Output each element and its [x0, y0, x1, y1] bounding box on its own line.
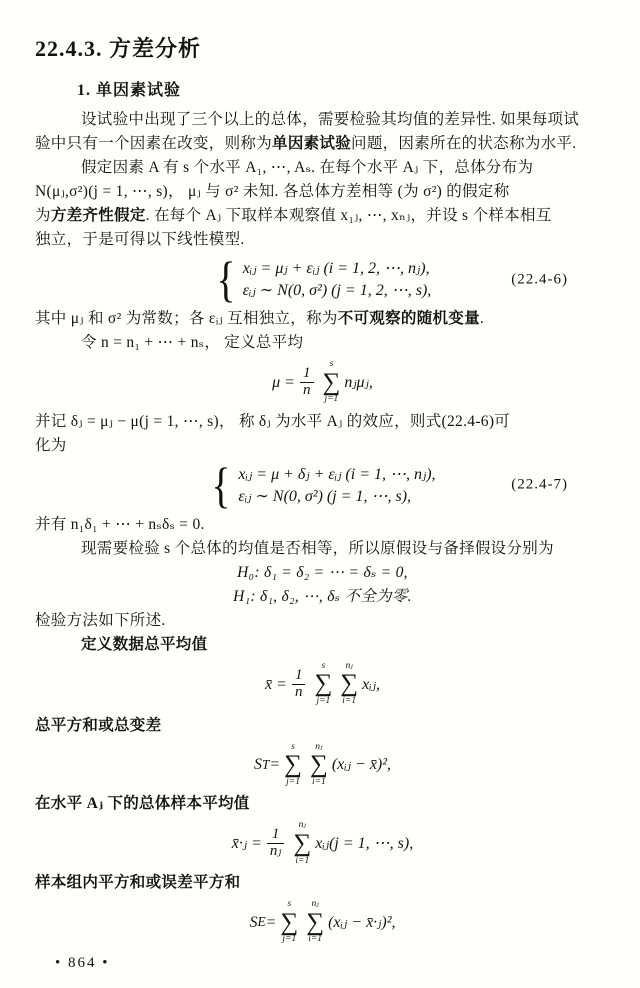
sum-symbol	[314, 662, 332, 707]
sum-lower-limit: j=1	[316, 696, 331, 706]
fraction-denominator: nⱼ	[267, 843, 284, 860]
text-segment: 其中 μⱼ 和 σ² 为常数；各 εᵢⱼ 互相独立，称为	[35, 310, 338, 327]
sum-lower-limit: j=1	[282, 934, 297, 945]
eq6-line2: εᵢⱼ ∼ N(0, σ²) (j = 1, 2, ⋯, s),	[242, 282, 432, 299]
sigma-icon: ∑	[306, 908, 325, 936]
sigma-icon: ∑	[310, 751, 328, 778]
bold-term: 方差齐性假定	[50, 207, 146, 224]
text-segment: .	[479, 310, 485, 327]
definition-label: 定义数据总平均值	[81, 635, 208, 653]
equals-sign: =	[269, 756, 281, 774]
paragraph-line: 并记 δⱼ = μⱼ − μ(j = 1, ⋯, s)， 称 δⱼ 为水平 Aⱼ 的效应，则式(22.4-6)可	[35, 412, 511, 430]
paragraph-line: 设试验中出现了三个以上的总体，需要检验其均值的差异性. 如果每项试	[81, 111, 580, 128]
sum-lower-limit: i=1	[308, 934, 323, 945]
text-segment: . 在每个 Aⱼ 下取样本观察值 x₁ⱼ, ⋯, xₙⱼ，并设 s 个样本相互	[145, 207, 552, 224]
equation-number: (22.4-6)	[511, 271, 568, 287]
sum-symbol	[310, 743, 328, 788]
fraction	[292, 668, 306, 701]
equation-number: (22.4-7)	[511, 476, 568, 493]
se-rhs: (xᵢⱼ − x̄·ⱼ)²,	[328, 913, 396, 931]
sum-lower-limit: j=1	[324, 394, 339, 405]
se-base: S	[249, 913, 258, 931]
sum-symbol	[340, 662, 358, 707]
fraction-denominator: n	[292, 684, 306, 701]
bold-term: 不可观察的随机变量	[337, 310, 480, 327]
term-level-sample-mean: 在水平 Aⱼ 下的总体样本平均值	[35, 795, 250, 813]
sigma-icon: ∑	[314, 670, 333, 698]
eq6-line1: xᵢⱼ = μⱼ + εᵢⱼ (i = 1, 2, ⋯, nⱼ),	[242, 259, 430, 277]
fraction	[300, 366, 314, 399]
page-number: • 864 •	[55, 955, 110, 971]
subsection-heading: 1. 单因素试验	[77, 82, 182, 99]
left-brace-icon: {	[216, 251, 236, 307]
paragraph-line: 检验方法如下所述.	[35, 611, 166, 629]
term-total-sum-of-squares: 总平方和或总变差	[35, 716, 162, 734]
sigma-icon: ∑	[340, 670, 359, 698]
cases-group	[214, 251, 432, 307]
fraction-numerator: 1	[271, 826, 280, 843]
fraction-numerator: 1	[294, 666, 303, 683]
st-base: S	[253, 756, 262, 774]
sigma-icon: ∑	[284, 751, 302, 778]
sum-symbol	[284, 743, 302, 788]
paragraph-line: 独立，于是可得以下线性模型.	[35, 231, 245, 248]
mu-rhs: nⱼμⱼ,	[344, 373, 373, 391]
st-rhs: (xᵢⱼ − x̄)²,	[331, 756, 392, 774]
equals-sign: =	[265, 913, 277, 931]
sum-symbol	[306, 900, 324, 945]
sum-upper-limit: s	[321, 660, 326, 671]
paragraph-line: N(μⱼ,σ²)(j = 1, ⋯, s)， μⱼ 与 σ² 未知. 各总体方差相等 (为 σ²) 的假定称	[35, 183, 510, 200]
sum-upper-limit: s	[329, 359, 334, 369]
text-segment: 验中只有一个因素在改变，则称为	[35, 135, 273, 152]
alternative-hypothesis: H₁: δ₁, δ₂, ⋯, δₛ 不全为零.	[233, 587, 412, 605]
mu-lhs: μ =	[272, 373, 295, 391]
equation-22-4-7	[35, 456, 610, 513]
equation-22-4-6	[35, 251, 610, 307]
sigma-icon: ∑	[293, 829, 312, 857]
text-segment: 问题，因素所在的状态称为水平.	[351, 135, 577, 152]
sum-lower-limit: i=1	[342, 696, 357, 706]
sum-upper-limit: s	[287, 899, 292, 909]
cases-group	[209, 456, 436, 513]
paragraph-line: 并有 n₁δ₁ + ⋯ + nₛδₛ = 0.	[35, 515, 205, 533]
paragraph-line: 现需要检验 s 个总体的均值是否相等，所以原假设与备择假设分别为	[81, 539, 554, 557]
sum-lower-limit: i=1	[295, 855, 310, 866]
fraction	[267, 827, 284, 860]
st-subscript: T	[261, 756, 270, 772]
sigma-icon: ∑	[280, 908, 299, 936]
null-hypothesis: H₀: δ₁ = δ₂ = ⋯ = δₛ = 0,	[237, 563, 408, 581]
se-subscript: E	[257, 914, 266, 930]
eq7-line1: xᵢⱼ = μ + δⱼ + εᵢⱼ (i = 1, ⋯, nⱼ),	[238, 465, 436, 483]
fraction-numerator: 1	[303, 365, 311, 382]
sum-lower-limit: j=1	[286, 776, 300, 787]
paragraph-line: 假定因素 A 有 s 个水平 A₁, ⋯, Aₛ. 在每个水平 Aⱼ 下，总体分布为	[81, 159, 534, 176]
xbarj-rhs: xᵢⱼ(j = 1, ⋯, s),	[315, 835, 414, 853]
eq7-line2: εᵢⱼ ∼ N(0, σ²) (j = 1, ⋯, s),	[238, 487, 412, 505]
paragraph-line	[35, 132, 610, 156]
sum-lower-limit: i=1	[312, 776, 326, 787]
equation-level-sample-mean	[35, 821, 610, 866]
section-heading: 22.4.3. 方差分析	[35, 36, 202, 61]
sum-upper-limit: nⱼ	[311, 899, 319, 909]
sum-symbol	[280, 900, 298, 945]
paragraph-line	[35, 204, 610, 228]
sum-upper-limit: nⱼ	[315, 741, 323, 752]
sum-upper-limit: nⱼ	[345, 660, 353, 671]
equation-error-sum-of-squares	[35, 900, 610, 945]
left-brace-icon: {	[211, 456, 232, 513]
sum-upper-limit: s	[291, 741, 295, 752]
sum-symbol	[293, 821, 311, 866]
bold-term: 单因素试验	[272, 135, 352, 152]
equation-grand-mean-mu	[35, 360, 610, 405]
sum-upper-limit: nⱼ	[298, 820, 306, 831]
xbar-lhs: x̄ =	[265, 675, 287, 693]
fraction-denominator: n	[300, 382, 314, 399]
text-segment: 为	[35, 207, 51, 224]
xbar-rhs: xᵢⱼ,	[362, 675, 380, 693]
paragraph-line	[35, 307, 610, 331]
paragraph-line: 化为	[35, 436, 67, 454]
equation-total-sum-of-squares	[35, 743, 610, 788]
xbarj-lhs: x̄·ⱼ =	[231, 835, 262, 853]
sum-symbol	[323, 360, 341, 405]
term-error-sum-of-squares: 样本组内平方和或误差平方和	[35, 874, 241, 891]
equation-grand-sample-mean	[35, 662, 610, 707]
sigma-icon: ∑	[322, 368, 341, 396]
paragraph-line: 令 n = n₁ + ⋯ + nₛ， 定义总平均	[81, 334, 304, 351]
